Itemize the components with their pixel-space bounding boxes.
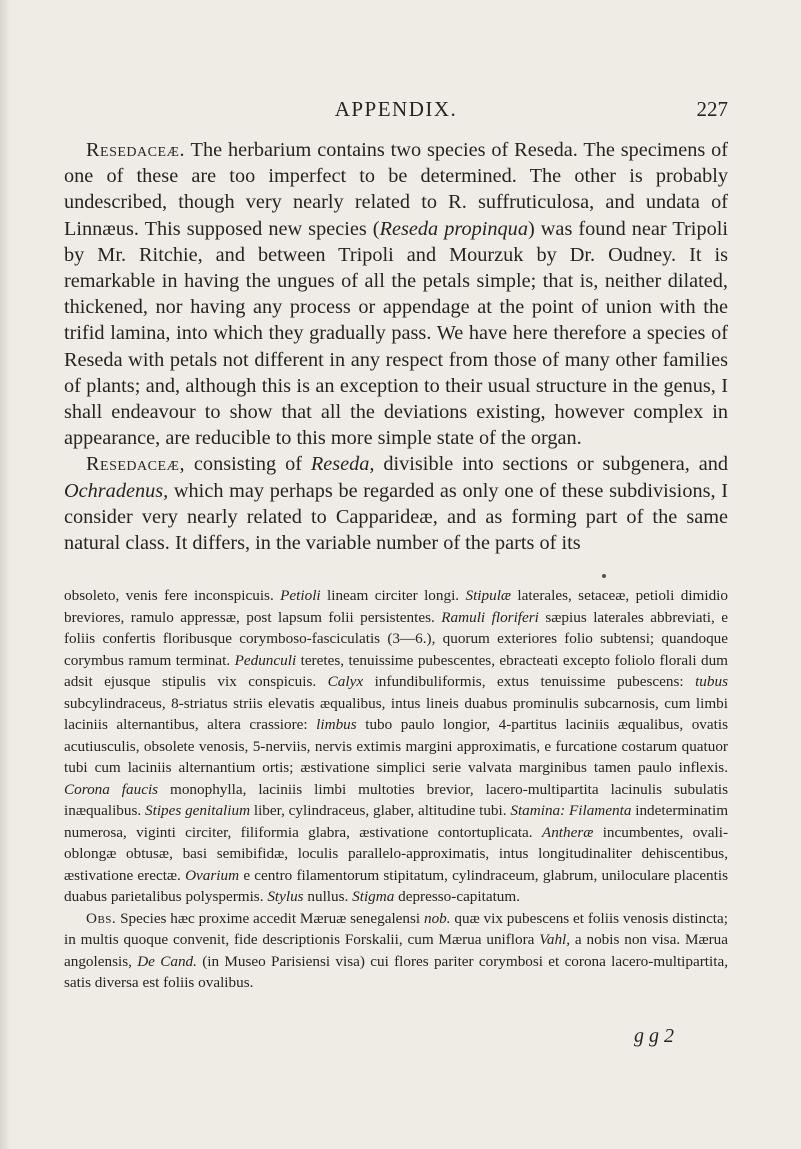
footnote-divider-mark [602, 574, 606, 578]
term: Petioli [280, 587, 321, 604]
term: Stigma [352, 888, 395, 905]
text-span: indeterminatim numerosa, viginti circiter, filiformia glabra, æstivatione contortuplicata. [64, 802, 729, 841]
main-text [64, 137, 728, 556]
text-span: e centro filamentorum stipitatum, cylindraceum, glabrum, uniloculare placentis duabus parietalibus polyspermis. [64, 866, 728, 905]
text-span: depresso-capitatum. [394, 888, 521, 905]
term: Pedunculi [234, 651, 297, 669]
footnote-observation [64, 908, 728, 994]
term: Stipes genitalium [145, 802, 251, 819]
text-span: consisting of [185, 453, 311, 476]
term: Stylus [267, 888, 304, 905]
text-span: Species hæc proxime accedit Mæruæ senegalensi [116, 909, 424, 927]
text-span: which may perhaps be regarded as only one of these subdivisions, I consider very nearly related to Capparideæ, and as forming part of the same natural class. It differs, in the variable number of the parts of its [64, 479, 728, 555]
text-span: liber, cylindraceus, glaber, altitudine tubi. [250, 802, 511, 819]
text-span: ) was found near Tripoli by Mr. Ritchie, and between Tripoli and Mourzuk by Dr. Oudney. It is remarkable in having the ungues of all the petals simple; that is, neither dilated, thickened, nor having any process or appendage at the point of union with the trifid lamina, into which they gradually pass. We have here therefore a species of Reseda with petals not different in any respect from those of many other families of plants; and, although this is an exception to their usual structure in the genus, I shall endeavour to show that all the deviations existing, however complex in appearance, are reducible to this more simple state of the organ. [64, 217, 728, 450]
footnote-description [64, 585, 728, 908]
text-span: teretes, tenuissime pubescentes, ebracteati excepto foliolo florali dum adsit ejusque stipulis vix conspicuis. [64, 651, 728, 690]
term: limbus [316, 716, 357, 733]
term: Ramuli floriferi [441, 608, 539, 626]
text-span: incumbentes, ovali-oblongæ obtusæ, basi semibifidæ, loculis parallelo-approximatis, intus longitudinaliter dehiscentibus, æstivatione erectæ. [64, 823, 729, 884]
text-span: (in Museo Parisiensi visa) cui flores pariter corymbosi et corona lacero-multipartita, satis diversa est foliis ovalibus. [64, 952, 728, 991]
page-header [64, 97, 728, 125]
text-span: monophylla, laciniis limbi multoties brevior, lacero-multipartita lacinulis subulatis inæqualibus. [64, 780, 728, 819]
term: tubus [695, 673, 728, 690]
text-span: obsoleto, venis fere inconspicuis. [64, 587, 281, 604]
section-head: Resedaceæ. [86, 139, 186, 161]
term: nob. [423, 909, 451, 927]
term: Calyx [327, 673, 364, 690]
text-span: tubo paulo longior, 4-partitus laciniis æqualibus, ovatis acutiusculis, obsolete venosis, 5-nerviis, nervis extimis margini approximatis, e furcatione costarum quatuor tubi cum laciniis alternantium ortis; æstivatione simplici serie valvata marginibus tamen paulo inflexis. [64, 716, 728, 776]
text-span: lineam circiter longi. [320, 587, 466, 604]
text-span: quæ vix pubescens et foliis venosis distincta; in multis quoque convenit, fide descriptionis Forskalii, cum Mærua uniflora [64, 909, 728, 948]
text-span: divisible into sections or subgenera, and [374, 453, 728, 476]
term: Ovarium [185, 866, 240, 884]
genus-name: Ochradenus, [64, 479, 169, 502]
term: Stamina: Filamenta [510, 802, 632, 819]
signature-mark: g g 2 [634, 1025, 674, 1047]
text-span: laterales, setaceæ, petioli dimidio breviores, ramulo appressæ, post lapsum folii persistentes. [64, 587, 728, 626]
section-head: Resedaceæ, [86, 453, 186, 476]
paragraph-resedaceae-1 [64, 137, 728, 451]
paragraph-resedaceae-2 [64, 451, 728, 556]
term: Stipulæ [465, 587, 512, 604]
text-span: sæpius laterales abbreviati, e foliis confertis floribusque corymboso-fasciculatis (3—6.), quorum exteriores folio subtensi; quandoque corymbus ramum terminat. [64, 608, 728, 669]
page-number: 227 [696, 97, 728, 121]
genus-name: Reseda, [310, 453, 375, 476]
term: Vahl, [539, 931, 571, 948]
running-head: APPENDIX. [334, 97, 458, 121]
term: Corona faucis [64, 780, 159, 798]
text-span: nullus. [303, 888, 353, 905]
term: Antheræ [541, 823, 594, 841]
term: De Cand. [137, 952, 197, 970]
text-span: The herbarium contains two species of Reseda. The specimens of one of these are too imperfect to be determined. The other is probably undescribed, though very nearly related to R. suffruticulosa, and undata of Linnæus. This supposed new species ( [64, 139, 728, 240]
text-span: a nobis non visa. Mærua angolensis, [64, 931, 728, 970]
footnote [64, 585, 728, 994]
obs-head: Obs. [86, 909, 117, 927]
text-span: subcylindraceus, 8-striatus striis elevatis æqualibus, intus lineis duabus prominulis subcarnosis, cum limbi laciniis alternantibus, altera crassiore: [64, 694, 728, 733]
page-gutter-shadow [0, 0, 10, 1149]
text-span: infundibuliformis, extus tenuissime pubescens: [363, 673, 696, 690]
species-name: Reseda propinqua [379, 217, 528, 240]
